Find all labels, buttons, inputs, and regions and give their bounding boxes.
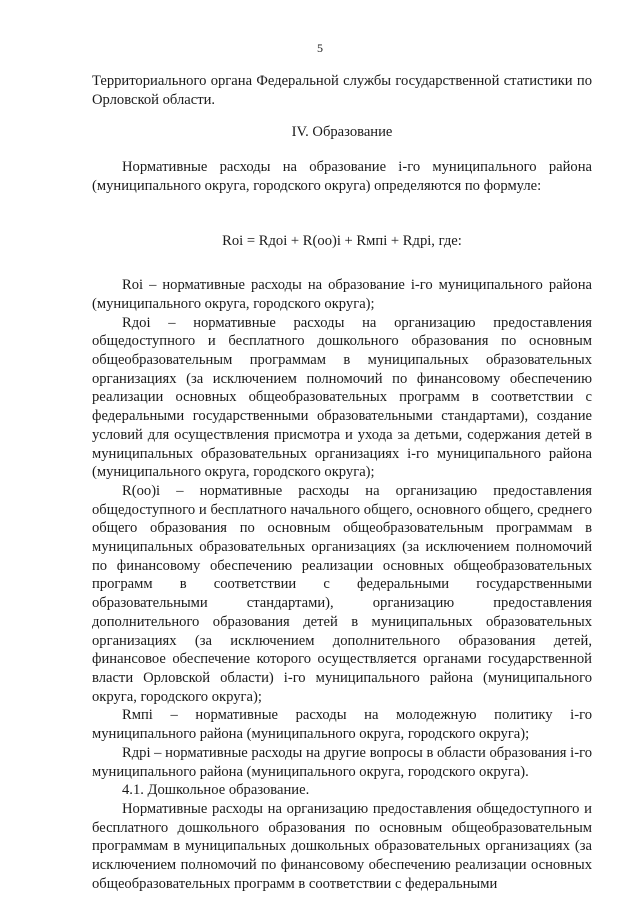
definition-roi: Roi – нормативные расходы на образование i-го муниципального района (муниципального округа, городского округа); [92,277,592,312]
definition-rdpi: Rдpi – нормативные расходы на другие вопросы в области образования i-го муниципального района (муниципального округа, городского округа). [92,744,592,780]
subsection-heading: 4.1. Дошкольное образование. [122,782,310,799]
definition-rdoi: Rдoi – нормативные расходы на организацию предоставления общедоступного и бесплатного дошкольного образования по основным общеобразовательным программам в муниципальных образовательных организациях (за исключением полномочий по финансовому обеспечению реализации основных общеобразовательных программ в соответствии с федеральными государственными образовательными стандартами), создание условий для осуществления присмотра и ухода за детьми, содержания детей в муниципальных образовательных организациях i-го муниципального района (муниципального округа, городского округа); [92,314,592,481]
formula: Roi = Rдoi + R(oo)i + Rмпi + Rдpi, где: [222,232,462,249]
page-body [92,72,592,893]
lead-paragraph: Нормативные расходы на образование i-го муниципального района (муниципального округа, городского округа) определяются по формуле: [92,159,592,194]
section-heading: IV. Образование [291,124,393,141]
closing-paragraph: Нормативные расходы на организацию предоставления общедоступного и бесплатного дошкольного образования по основным общеобразовательным программам в муниципальных дошкольных образовательных организациях (за исключением полномочий по финансовому обеспечению реализации основных общеобразовательных программ в соответствии с федеральными [92,800,592,892]
definition-rmpi: Rмпi – нормативные расходы на молодежную политику i-го муниципального района (муниципального округа, городского округа); [92,707,592,743]
page-number: 5 [317,41,323,55]
definition-rooi: R(oo)i – нормативные расходы на организацию предоставления общедоступного и бесплатного начального общего, основного общего, среднего общего образования по основным общеобразовательным программам в муниципальных образовательных организациях (за исключением полномочий по финансовому обеспечению реализации основных общеобразовательных программ в соответствии с федеральными государственными образовательными стандартами), организацию предоставления дополнительного образования детей в муниципальных образовательных организациях (за исключением дополнительного образования детей, финансовое обеспечение которого осуществляется органами государственной власти Орловской области) i-го муниципального района (муниципального округа, городского округа); [92,482,592,705]
intro-paragraph: Территориального органа Федеральной службы государственной статистики по Орловской области. [92,73,592,108]
